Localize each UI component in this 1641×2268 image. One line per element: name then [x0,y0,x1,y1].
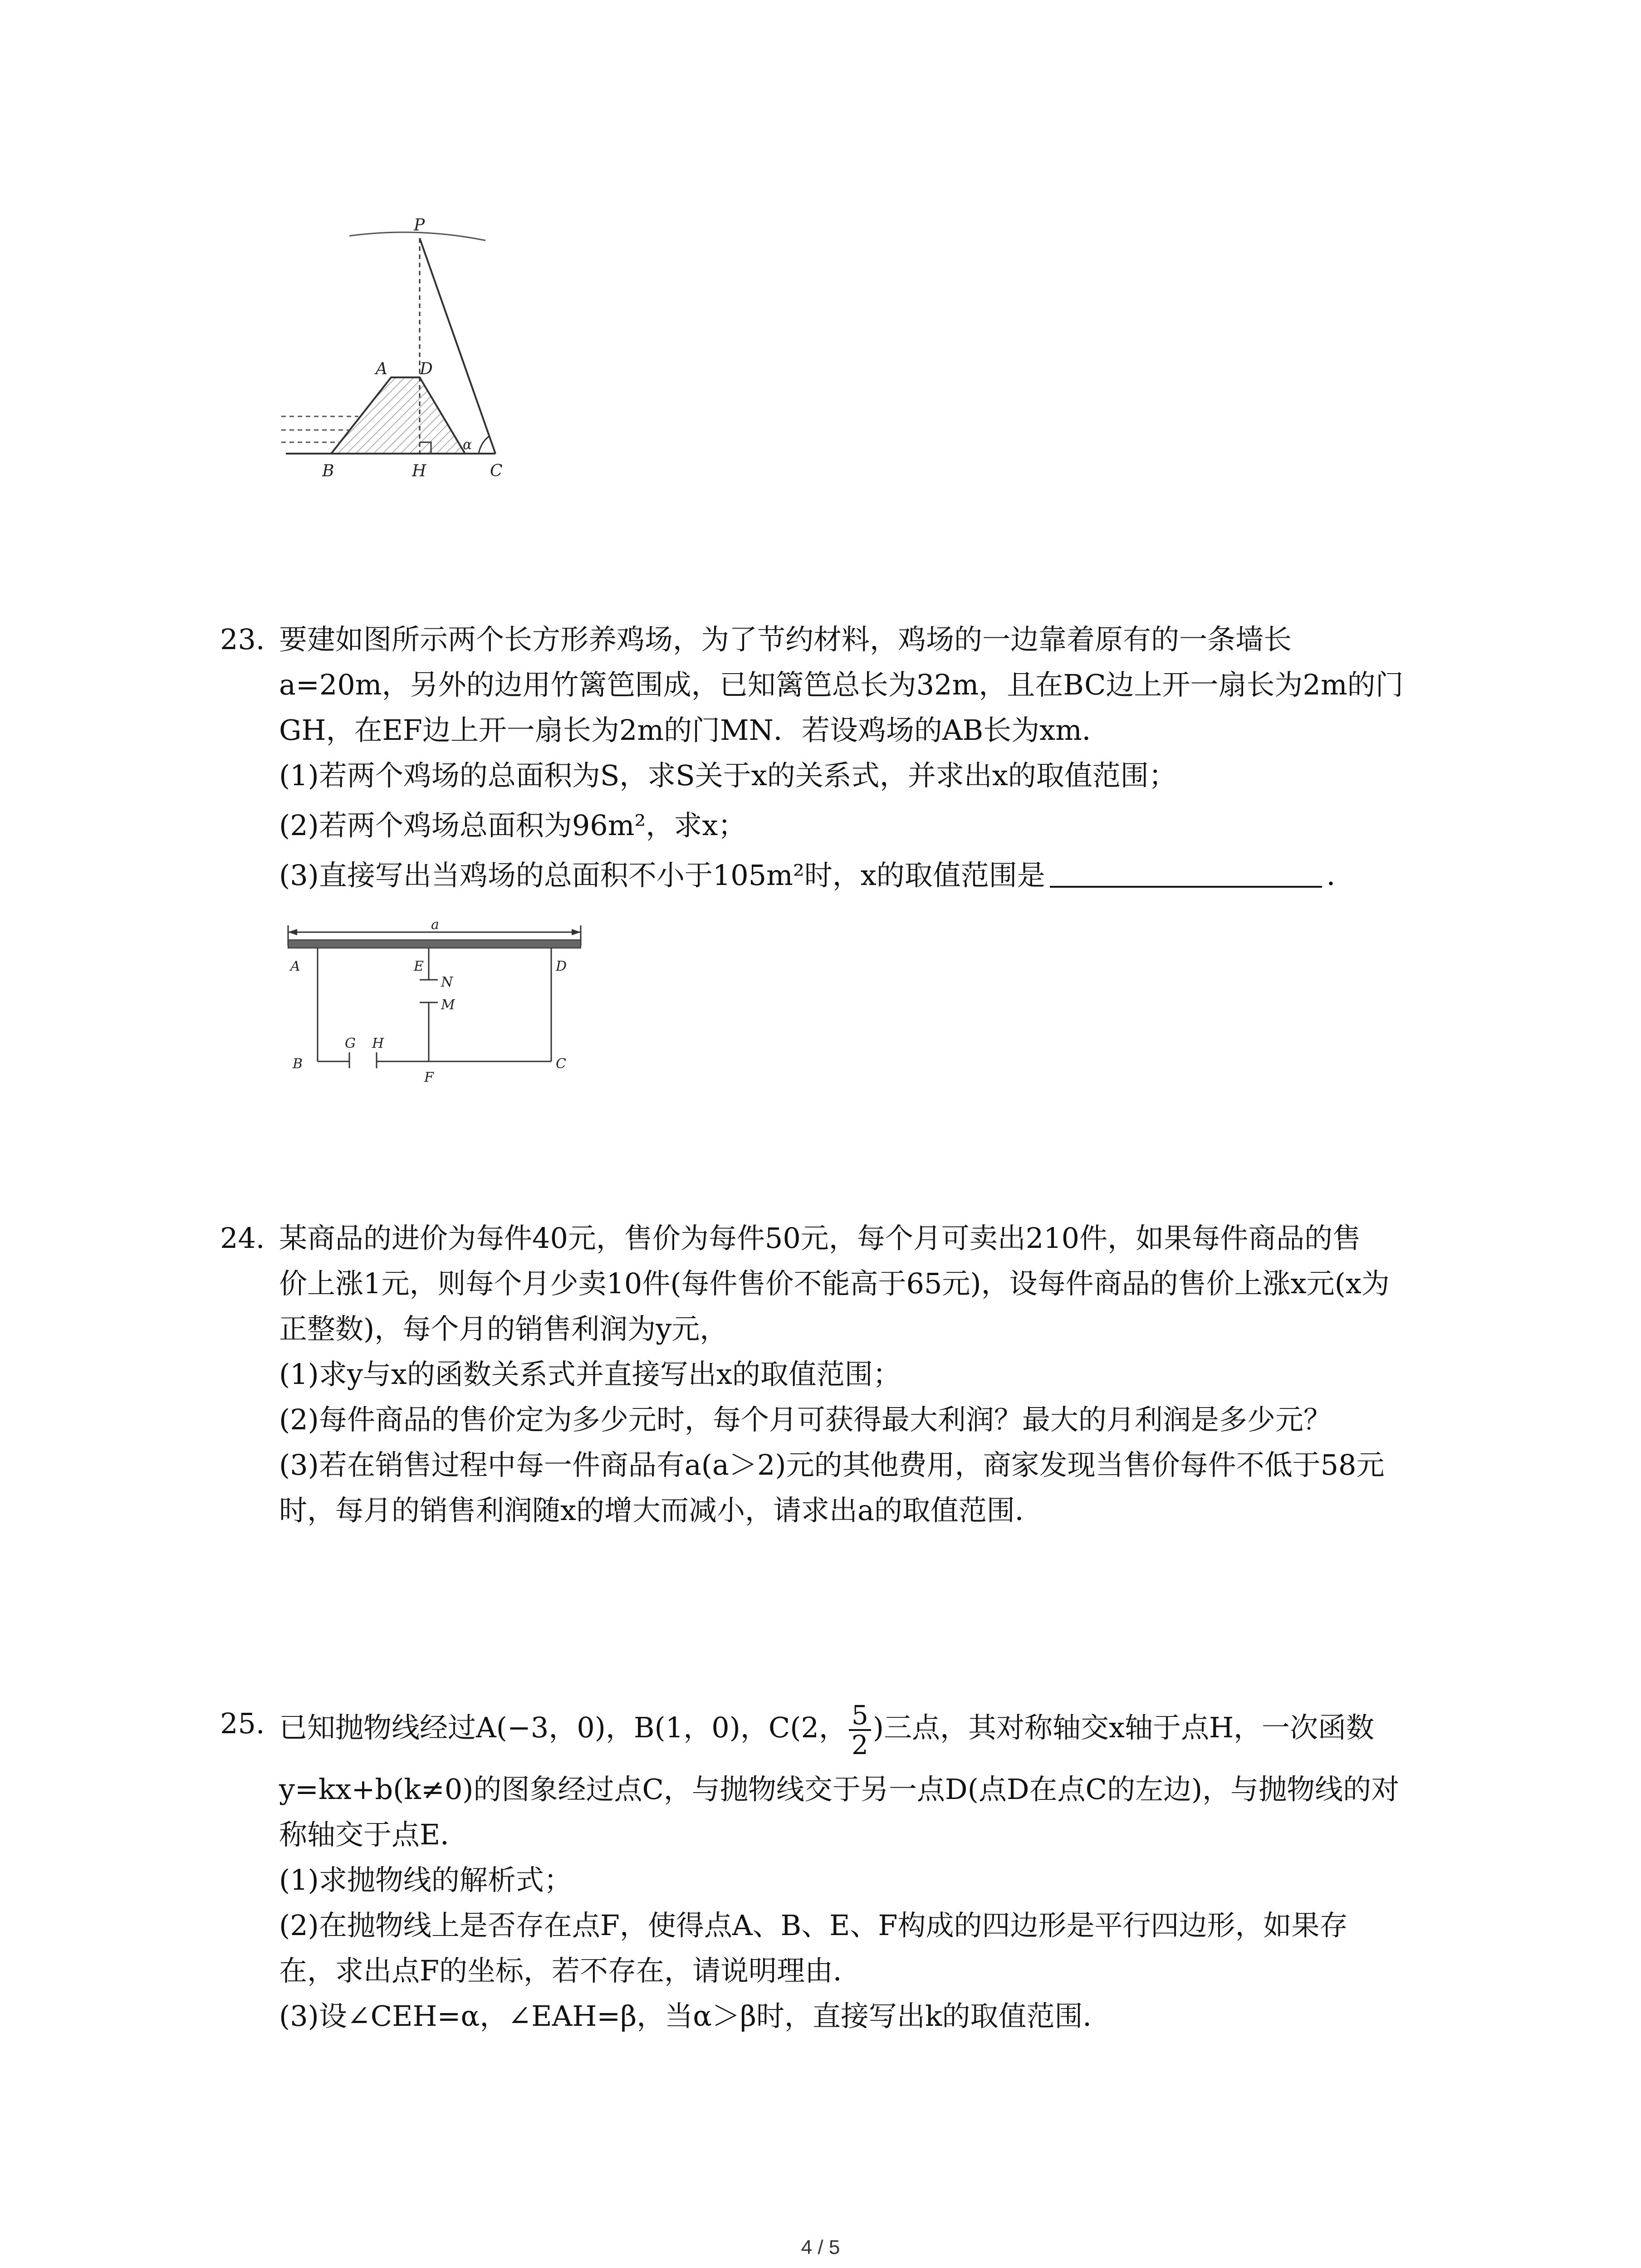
answer-blank [1050,859,1322,888]
label-G: G [345,1036,356,1051]
question-text-line: 正整数)，每个月的销售利润为y元， [279,1312,728,1345]
question-text-line: 时，每月的销售利润随x的增大而减小，请求出a的取值范围． [279,1494,1043,1527]
question-text-line: (1)求y与x的函数关系式并直接写出x的取值范围； [279,1358,901,1391]
figure-trapezoid-pole [272,213,554,494]
fraction-five-halves [849,1701,871,1759]
label-B: B [293,1056,303,1072]
label-H: H [372,1036,384,1051]
question-number: 23. [220,623,265,656]
question-text-line: y=kx+b(k≠0)的图象经过点C，与抛物线交于另一点D(点D在点C的左边)，与抛物线的对 [279,1773,1400,1806]
label-C: C [490,462,503,480]
question-number: 25. [220,1707,265,1740]
page-number: 4 / 5 [801,2236,840,2258]
question-text-line [279,853,1355,898]
fraction-denominator: 2 [851,1730,868,1760]
question-text-line: 某商品的进价为每件40元，售价为每件50元，每个月可卖出210件，如果每件商品的售 [279,1222,1361,1255]
fraction-numerator: 5 [849,1701,871,1731]
question-text: )三点，其对称轴交x轴于点H，一次函数 [872,1711,1375,1745]
label-P: P [414,216,425,235]
question-text: ． [1326,859,1355,892]
figure-chicken-coops [281,912,590,1093]
question-text-line [279,1701,1374,1759]
question-text-line: 在，求出点F的坐标，若不存在，请说明理由． [279,1954,862,1987]
label-N: N [441,974,453,990]
question-text-line: a=20m，另外的边用竹篱笆围成，已知篱笆总长为32m，且在BC边上开一扇长为2m的门 [279,668,1404,701]
question-text: (3)直接写出当鸡场的总面积不小于105m²时，x的取值范围是 [279,859,1045,892]
question-text-line: 称轴交于点E． [279,1818,469,1851]
question-text-line: (1)若两个鸡场的总面积为S，求S关于x的关系式，并求出x的取值范围； [279,759,1177,792]
label-E: E [414,958,424,974]
label-D: D [420,360,433,378]
label-M: M [441,997,455,1013]
label-a: a [431,917,439,933]
question-text: 已知抛物线经过A(−3，0)，B(1，0)，C(2， [279,1711,847,1745]
question-text-line: (3)若在销售过程中每一件商品有a(a＞2)元的其他费用，商家发现当售价每件不低于58元 [279,1448,1385,1481]
question-text-line: (1)求抛物线的解析式； [279,1863,572,1897]
question-text-line: 价上涨1元，则每个月少卖10件(每件售价不能高于65元)，设每件商品的售价上涨x元(x为 [279,1267,1390,1300]
label-alpha: α [463,437,472,453]
question-text-line: (2)每件商品的售价定为多少元时，每个月可获得最大利润？最大的月利润是多少元？ [279,1403,1332,1436]
label-A: A [290,958,300,974]
question-text-line: (3)设∠CEH=α，∠EAH=β，当α＞β时，直接写出k的取值范围． [279,1999,1111,2033]
question-number: 24. [220,1222,265,1255]
question-text-line: 要建如图所示两个长方形养鸡场，为了节约材料，鸡场的一边靠着原有的一条墙长 [279,623,1292,656]
label-H: H [412,462,426,480]
question-text-line: GH，在EF边上开一扇长为2m的门MN．若设鸡场的AB长为xm． [279,714,1110,747]
question-text-line: (2)若两个鸡场总面积为96m²，求x； [279,809,746,842]
label-A: A [376,360,387,378]
label-C: C [556,1056,566,1072]
label-B: B [322,462,334,480]
label-F: F [424,1070,434,1085]
label-D: D [556,958,567,974]
question-text-line: (2)在抛物线上是否存在点F，使得点A、B、E、F构成的四边形是平行四边形，如果存 [279,1909,1348,1942]
